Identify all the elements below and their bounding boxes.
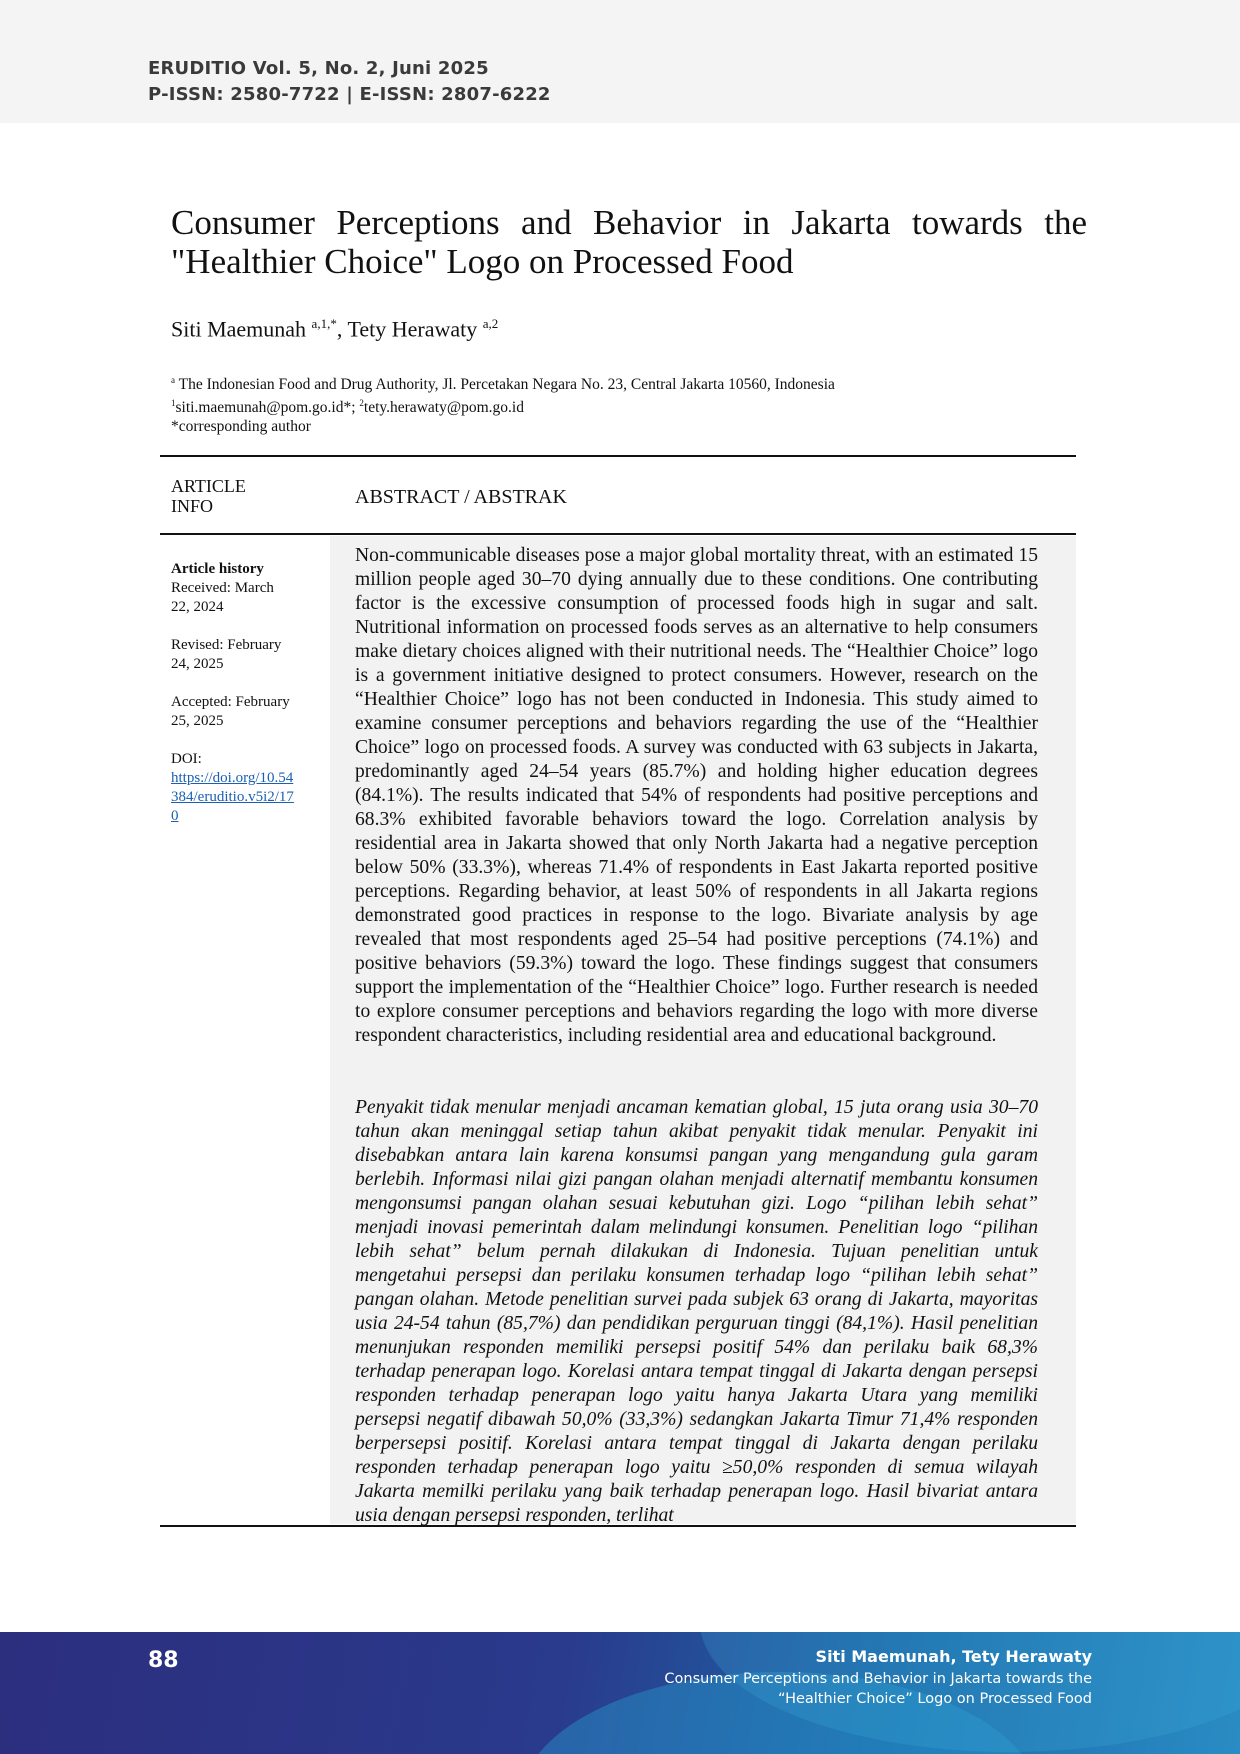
page-footer (0, 1632, 1240, 1754)
author-name: Tety Herawaty (347, 316, 478, 342)
author-separator: , (336, 316, 348, 342)
author-name: Siti Maemunah (171, 316, 307, 342)
abstract-english: Non-communicable diseases pose a major global mortality threat, with an estimated 15 million people aged 30–70 dying annually due to these conditions. One contributing factor is the excessive consumption of processed foods high in sugar and salt. Nutritional information on processed foods serves as an alternative to help consumers make dietary choices aligned with their nutritional needs. The “Healthier Choice” logo is a government initiative designed to protect consumers. However, research on the “Healthier Choice” logo has not been conducted in Indonesia. This study aimed to examine consumer perceptions and behaviors regarding the use of the “Healthier Choice” logo on processed foods. A survey was conducted with 63 subjects in Jakarta, predominantly aged 24–54 years (85.7%) and holding higher education degrees (84.1%). The results indicated that 54% of respondents had positive perceptions and 68.3% exhibited favorable behaviors toward the logo. Correlation analysis by residential area in Jakarta showed that only North Jakarta had a negative perception below 50% (33.3%), whereas 71.4% of respondents in East Jakarta reported positive perceptions. Regarding behavior, at least 50% of respondents in all Jakarta regions demonstrated good practices in response to the logo. Bivariate analysis by age revealed that most respondents aged 25–54 had positive perceptions (74.1%) and positive behaviors (59.3%) toward the logo. These findings suggest that consumers support the implementation of the “Healthier Choice” logo. Further research is needed to explore consumer perceptions and behaviors regarding the logo with more diverse respondent characteristics, including residential area and educational background. (355, 545, 1038, 1046)
divider-bottom (160, 1525, 1076, 1527)
abstract-heading: ABSTRACT / ABSTRAK (355, 486, 567, 508)
author-affiliation-mark: a,2 (482, 316, 499, 331)
email-mark: 1 (171, 398, 176, 409)
affiliation-text: The Indonesian Food and Drug Authority, Jl. Percetakan Negara No. 23, Central Jakarta 10560, Indonesia (175, 376, 835, 394)
journal-header (0, 0, 1240, 123)
doi-label: DOI: (171, 751, 202, 767)
author-list (171, 316, 498, 342)
journal-issn: P-ISSN: 2580-7722 | E-ISSN: 2807-6222 (148, 84, 551, 105)
article-info-heading: ARTICLE INFO (171, 476, 246, 516)
article-title: Consumer Perceptions and Behavior in Jakarta towards the "Healthier Choice" Logo on Processed Food (171, 203, 1087, 281)
abstract-indonesian: Penyakit tidak menular menjadi ancaman kematian global, 15 juta orang usia 30–70 tahun akan meninggal setiap tahun akibat penyakit tidak menular. Penyakit ini disebabkan antara lain karena konsumsi pangan yang mengandung gula garam berlebih. Informasi nilai gizi pangan olahan menjadi alternatif membantu konsumen mengonsumsi pangan olahan sesuai kebutuhan gizi. Logo “pilihan lebih sehat” menjadi inovasi pemerintah dalam melindungi konsumen. Penelitian logo “pilihan lebih sehat” belum pernah dilakukan di Indonesia. Tujuan penelitian untuk mengetahui persepsi dan perilaku konsumen terhadap logo “pilihan lebih sehat” pangan olahan. Metode penelitian survei pada subjek 63 orang di Jakarta, mayoritas usia 24-54 tahun (85,7%) dan pendidikan perguruan tinggi (84,1%). Hasil penelitian menunjukan responden memiliki persepsi positif 54% dan perilaku baik 68,3% terhadap penerapan logo. Korelasi antara tempat tinggal di Jakarta dengan persepsi responden terhadap penerapan logo yaitu hanya Jakarta Utara yang memiliki persepsi negatif dibawah 50,0% (33,3%) sedangkan Jakarta Timur 71,4% responden berpersepsi positif. Korelasi antara tempat tinggal di Jakarta dengan perilaku responden terhadap penerapan logo yaitu ≥50,0% responden di semua wilayah Jakarta memilki perilaku yang baik terhadap penerapan logo. Hasil bivariat antara usia dengan persepsi responden, terlihat (355, 1097, 1038, 1526)
accepted-date: Accepted: February 25, 2025 (171, 694, 290, 729)
author-affiliation-mark: a,1,* (311, 316, 337, 331)
corresponding-note: *corresponding author (171, 418, 311, 436)
footer-authors: Siti Maemunah, Tety Herawaty (815, 1647, 1092, 1666)
received-date: Received: March 22, 2024 (171, 580, 274, 615)
footer-title-line: Consumer Perceptions and Behavior in Jakarta towards the (664, 1671, 1092, 1687)
email-mark: 2 (359, 398, 364, 409)
page-number: 88 (148, 1648, 179, 1673)
revised-date: Revised: February 24, 2025 (171, 637, 282, 672)
doi-link[interactable]: https://doi.org/10.54384/eruditio.v5i2/170 (171, 770, 294, 824)
email-2: tety.herawaty@pom.go.id (363, 399, 524, 417)
email-line (171, 394, 835, 417)
affiliation-mark: a (171, 375, 175, 385)
footer-title-line: “Healthier Choice” Logo on Processed Food (778, 1691, 1092, 1707)
affiliations (171, 371, 835, 436)
divider-middle (160, 533, 1076, 535)
journal-volume: ERUDITIO Vol. 5, No. 2, Juni 2025 (148, 58, 489, 79)
affiliation-line (171, 371, 835, 394)
article-history-label: Article history (171, 561, 264, 577)
article-info-sidebar (171, 560, 296, 826)
email-1: siti.maemunah@pom.go.id*; (175, 399, 360, 417)
divider-top (160, 455, 1076, 457)
